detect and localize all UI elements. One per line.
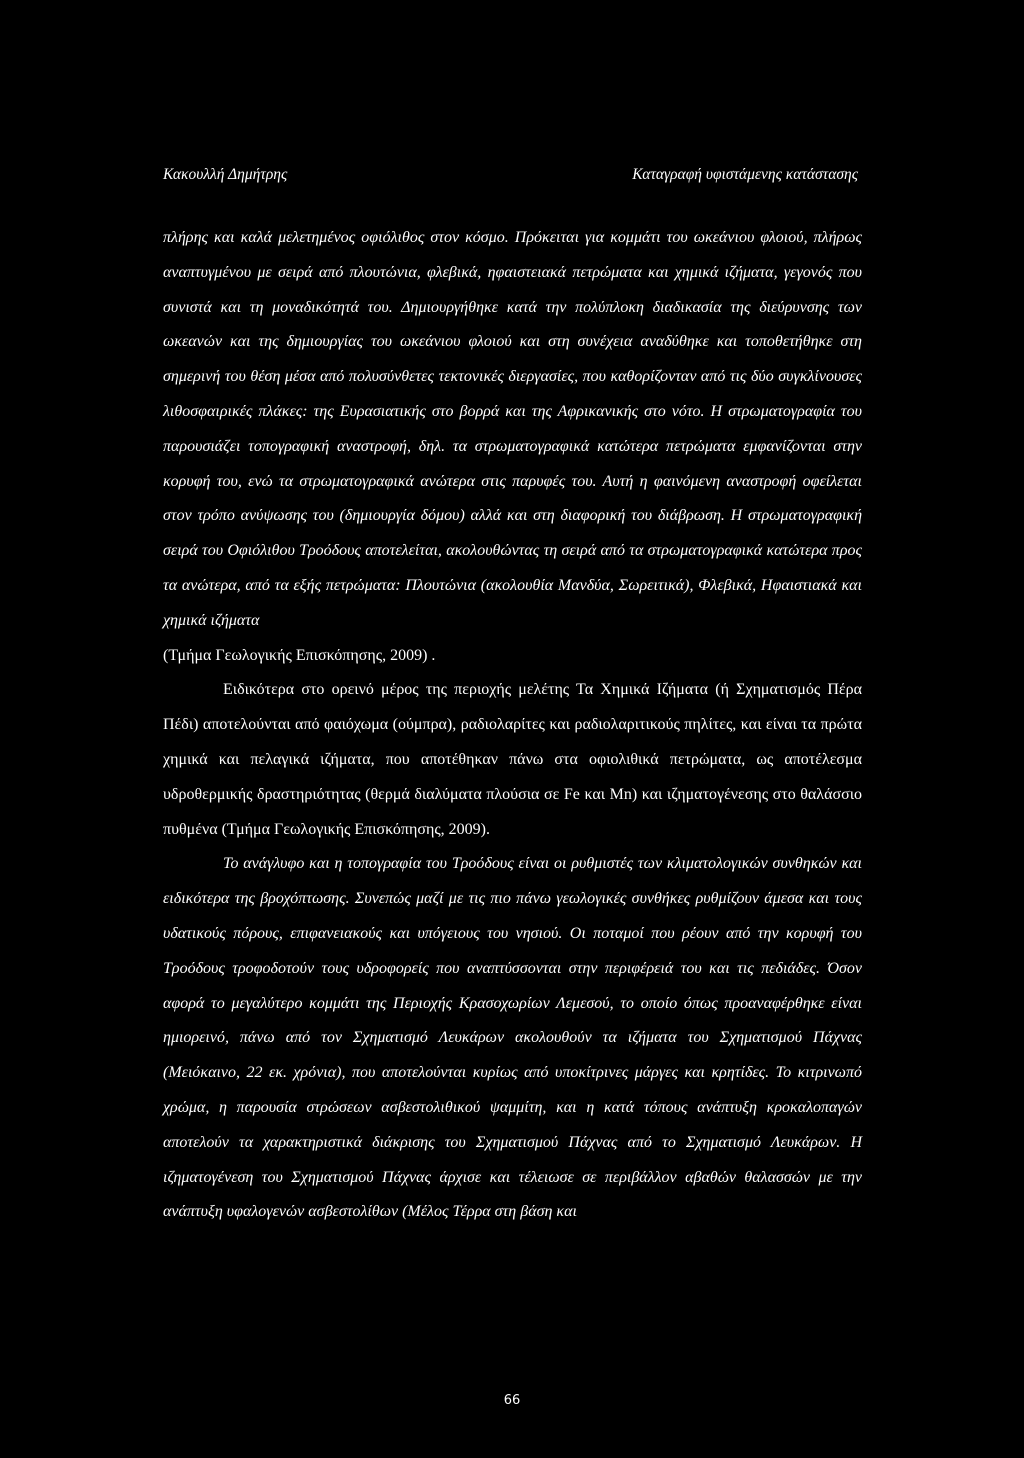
paragraph-troodos-ophiolite (163, 221, 862, 673)
page-number: 66 (503, 1393, 521, 1408)
header-section-title: Καταγραφή υφιστάμενης κατάστασης (632, 166, 858, 183)
paragraph-chemical-sediments: Ειδικότερα στο ορεινό μέρος της περιοχής μελέτης Τα Χημικά Ιζήματα (ή Σχηματισμός Πέρα Πέδι) αποτελούνται από φαιόχωμα (ούμπρα), ραδιολαρίτες και ραδιολαριτικούς πηλίτες, και είναι τα πρώτα χημικά και πελαγικά ιζήματα, που αποτέθηκαν πάνω στα οφιολιθικά πετρώματα, ως αποτέλεσμα υδροθερμικής δραστηριότητας (θερμά διαλύματα πλούσια σε Fe και Mn) και ιζηματογένεσης στο θαλάσσιο πυθμένα (Τμήμα Γεωλογικής Επισκόπησης, 2009). (163, 681, 862, 838)
page-header (163, 166, 858, 184)
header-author: Κακουλλή Δημήτρης (163, 166, 288, 183)
paragraph-text-italic: πλήρης και καλά μελετημένος οφιόλιθος στον κόσμο. Πρόκειται για κομμάτι του ωκεάνιου φλοιού, πλήρως αναπτυγμένου με σειρά από πλουτώνια, φλεβικά, ηφαιστειακά πετρώματα και χημικά ιζήματα, γεγονός που συνιστά και τη μοναδικότητά του. Δημιουργήθηκε κατά την πολύπλοκη διαδικασία της διεύρυνσης των ωκεανών και της δημιουργίας του ωκεάνιου φλοιού και στη συνέχεια αναδύθηκε και τοποθετήθηκε στη σημερινή του θέση μέσα από πολυσύνθετες τεκτονικές διεργασίες, που καθορίζονταν από τις δύο συγκλίνουσες λιθοσφαιρικές πλάκες: της Ευρασιατικής στο βορρά και της Αφρικανικής στο νότο. Η στρωματογραφία του παρουσιάζει τοπογραφική αναστροφή, δηλ. τα στρωματογραφικά κατώτερα πετρώματα εμφανίζονται στην κορυφή του, ενώ τα στρωματογραφικά ανώτερα στις παρυφές του. Αυτή η φαινόμενη αναστροφή οφείλεται στον τρόπο ανύψωσης του (δημιουργία δόμου) αλλά και στη διαφορική του διάβρωση. Η στρωματογραφική σειρά του Οφιόλιθου Τροόδους αποτελείται, ακολουθώντας τη σειρά από τα στρωματογραφικά κατώτερα προς τα ανώτερα, από τα εξής πετρώματα: Πλουτώνια (ακολουθία Μανδύα, Σωρειτικά), Φλεβικά, Ηφαιστιακά και χημικά ιζήματα (163, 229, 862, 629)
document-body (163, 221, 862, 1230)
paragraph-relief-topography: Το ανάγλυφο και η τοπογραφία του Τροόδους είναι οι ρυθμιστές των κλιματολογικών συνθηκών και ειδικότερα της βροχόπτωσης. Συνεπώς μαζί με τις πιο πάνω γεωλογικές συνθήκες ρυθμίζουν άμεσα και τους υδατικούς πόρους, επιφανειακούς και υπόγειους του νησιού. Οι ποταμοί που ρέουν από την κορυφή του Τροόδους τροφοδοτούν τους υδροφορείς που αναπτύσσονται στην περιφέρειά του και τις πεδιάδες. Όσον αφορά το μεγαλύτερο κομμάτι της Περιοχής Κρασοχωρίων Λεμεσού, το οποίο όπως προαναφέρθηκε είναι ημιορεινό, πάνω από τον Σχηματισμό Λευκάρων ακολουθούν τα ιζήματα του Σχηματισμού Πάχνας (Μειόκαινο, 22 εκ. χρόνια), που αποτελούνται κυρίως από υποκίτρινες μάργες και κρητίδες. Το κιτρινωπό χρώμα, η παρουσία στρώσεων ασβεστολιθικού ψαμμίτη, και η κατά τόπους ανάπτυξη κροκαλοπαγών αποτελούν τα χαρακτηριστικά διάκρισης του Σχηματισμού Πάχνας από το Σχηματισμό Λευκάρων. Η ιζηματογένεση του Σχηματισμού Πάχνας άρχισε και τέλειωσε σε περιβάλλον αβαθών θαλασσών με την ανάπτυξη υφαλογενών ασβεστολίθων (Μέλος Τέρρα στη βάση και (163, 855, 862, 1221)
citation: (Τμήμα Γεωλογικής Επισκόπησης, 2009) . (163, 646, 436, 664)
